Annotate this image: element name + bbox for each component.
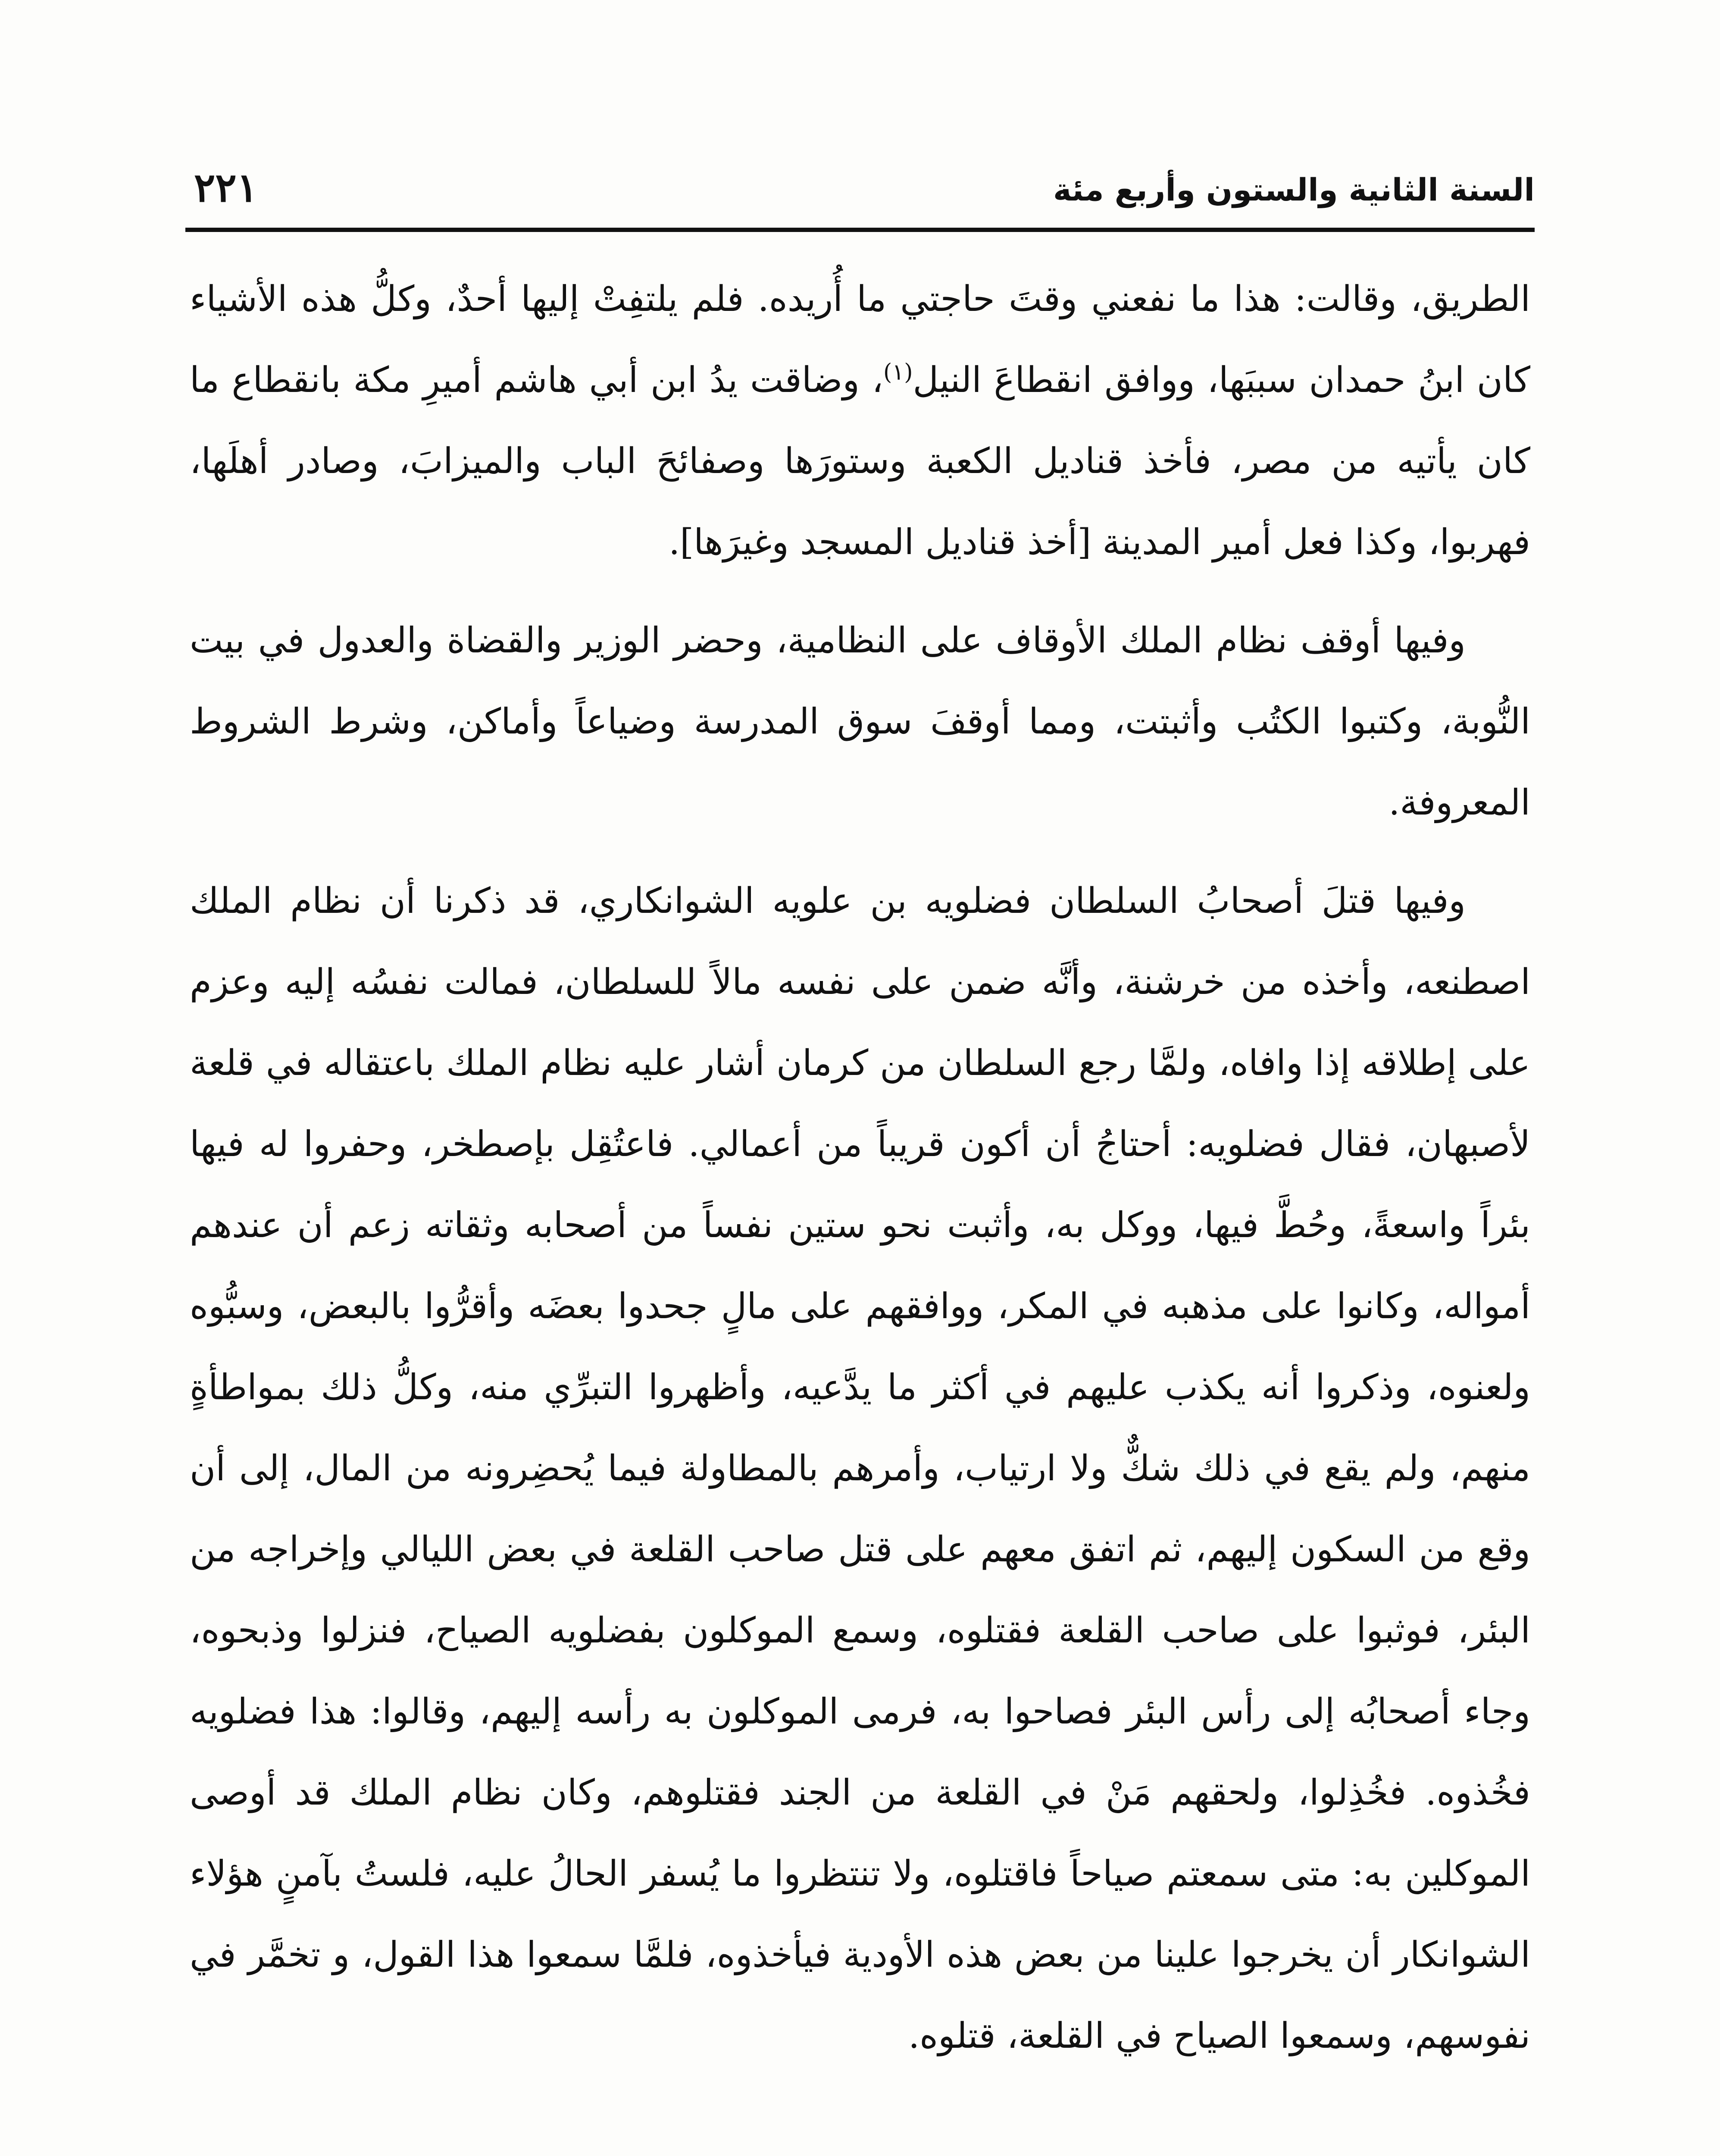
- paragraph-1-part-a: الطريق، وقالت: هذا ما نفعني وقتَ حاجتي ما أُريده. فلم يلتفِتْ إليها أحدٌ، وكلُّ هذه الأشياء كان ابنُ حمدان سببَها، ووافق انقطاعَ النيل: [190, 279, 1530, 401]
- paragraph-1-part-b: ، وضاقت يدُ ابن أبي هاشم أميرِ مكة بانقطاع ما كان يأتيه من مصر، فأخذ قناديل الكعبة وستورَها وصفائحَ الباب والميزابَ، وصادر أهلَها، فهربوا، وكذا فعل أمير المدينة [أخذ قناديل المسجد وغيرَها].: [190, 360, 1530, 563]
- page-header: [185, 164, 1535, 220]
- footnote-marker: (١): [883, 359, 913, 385]
- main-text: [190, 259, 1530, 2094]
- paragraph-3: وفيها قتلَ أصحابُ السلطان فضلويه بن علويه الشوانكاري، قد ذكرنا أن نظام الملك اصطنعه، وأخذه من خرشنة، وأنَّه ضمن على نفسه مالاً للسلطان، فمالت نفسُه إليه وعزم على إطلاقه إذا وافاه، ولمَّا رجع السلطان من كرمان أشار عليه نظام الملك باعتقاله في قلعة لأصبهان، فقال فضلويه: أحتاجُ أن أكون قريباً من أعمالي. فاعتُقِل بإصطخر، وحفروا له فيها بئراً واسعةً، وحُطَّ فيها، ووكل به، وأثبت نحو ستين نفساً من أصحابه وثقاته زعم أن عندهم أمواله، وكانوا على مذهبه في المكر، ووافقهم على مالٍ جحدوا بعضَه وأقرُّوا بالبعض، وسبُّوه ولعنوه، وذكروا أنه يكذب عليهم في أكثر ما يدَّعيه، وأظهروا التبرِّي منه، وكلُّ ذلك بمواطأةٍ منهم، ولم يقع في ذلك شكٌّ ولا ارتياب، وأمرهم بالمطاولة فيما يُحضِرونه من المال، إلى أن وقع من السكون إليهم، ثم اتفق معهم على قتل صاحب القلعة في بعض الليالي وإخراجه من البئر، فوثبوا على صاحب القلعة فقتلوه، وسمع الموكلون بفضلويه الصياح، فنزلوا وذبحوه، وجاء أصحابُه إلى رأس البئر فصاحوا به، فرمى الموكلون به رأسه إليهم، وقالوا: هذا فضلويه فخُذوه. فخُذِلوا، ولحقهم مَنْ في القلعة من الجند فقتلوهم، وكان نظام الملك قد أوصى الموكلين به: متى سمعتم صياحاً فاقتلوه، ولا تنتظروا ما يُسفر الحالُ عليه، فلستُ بآمنٍ هؤلاء الشوانكار أن يخرجوا علينا من بعض هذه الأودية فيأخذوه، فلمَّا سمعوا هذا القول، و تخمَّر في نفوسهم، وسمعوا الصياح في القلعة، قتلوه.: [190, 881, 1530, 2056]
- paragraph-2: وفيها أوقف نظام الملك الأوقاف على النظامية، وحضر الوزير والقضاة والعدول في بيت النُّوبة، وكتبوا الكتُب وأثبتت، ومما أوقفَ سوق المدرسة وضياعاً وأماكن، وشرط الشروط المعروفة.: [190, 620, 1530, 823]
- paragraph-1: [190, 259, 1530, 583]
- page-number: ٢٢١: [194, 164, 258, 211]
- header-rule: [185, 228, 1535, 232]
- running-title: السنة الثانية والستون وأربع مئة: [1053, 172, 1535, 208]
